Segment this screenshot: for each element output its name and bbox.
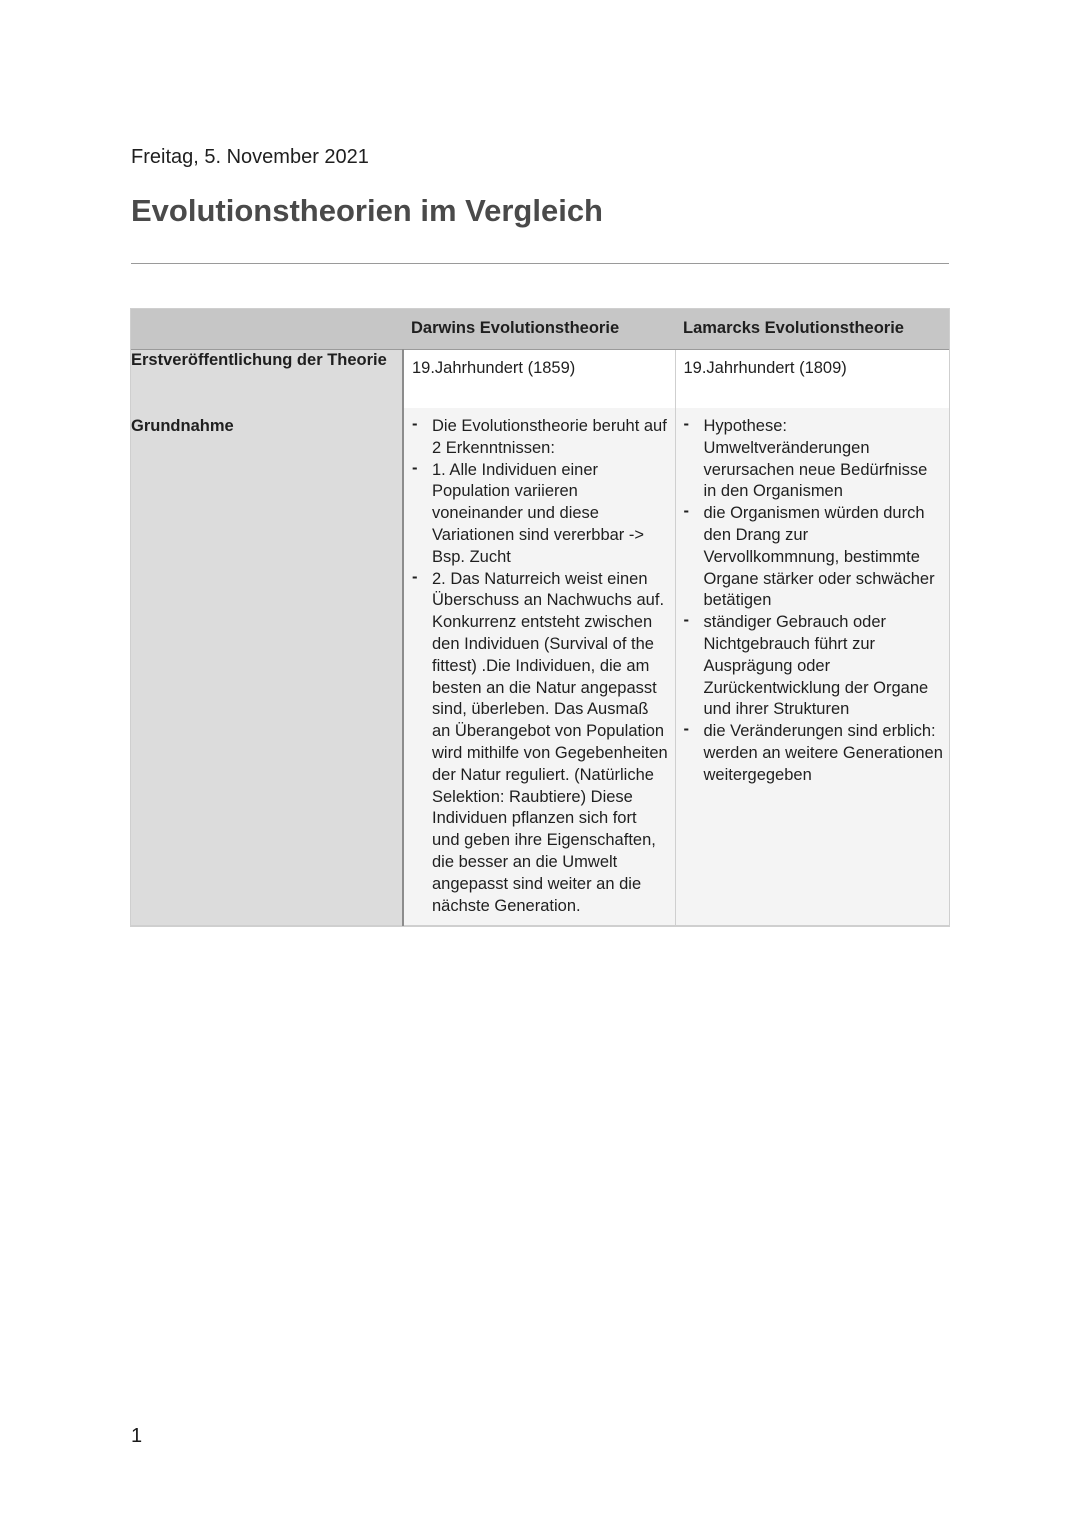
comparison-table: [131, 309, 949, 926]
list-item: - 2. Das Naturreich weist einen Überschuss an Nachwuchs auf. Konkurrenz entsteht zwischen den Individuen (Survival of the fittest) .Die Individuen, die am besten an die Natur angepasst sind, überleben. Das Ausmaß an Überangebot von Population wird mithilfe von Gegebenheiten der Natur reguliert. (Natürliche Selektion: Raubtiere) Diese Individuen pflanzen sich fort und geben ihre Eigenschaften, die besser an die Umwelt angepasst sind weiter an die nächste Generation.: [412, 569, 669, 918]
row-label-basis: Grundnahme: [131, 408, 403, 926]
page-title: Evolutionstheorien im Vergleich: [131, 193, 603, 228]
title-divider: [131, 263, 949, 264]
table-row: [131, 350, 949, 409]
cell-lamarck-basis: [675, 408, 949, 926]
list-item: - Die Evolutionstheorie beruht auf 2 Erkenntnissen:: [412, 416, 669, 460]
page-number: 1: [131, 1425, 143, 1447]
header-cell-darwin: Darwins Evolutionstheorie: [403, 309, 675, 350]
table-row: [131, 408, 949, 926]
list-item: - die Organismen würden durch den Drang zur Vervollkommnung, bestimmte Organe stärker oder schwächer betätigen: [684, 503, 944, 612]
darwin-list: [412, 416, 669, 917]
cell-darwin-basis: [403, 408, 675, 926]
list-item: - ständiger Gebrauch oder Nichtgebrauch führt zur Ausprägung oder Zurückentwicklung der Organe und ihrer Strukturen: [684, 612, 944, 721]
table-header-row: [131, 309, 949, 350]
cell-darwin-publication: 19.Jahrhundert (1859): [403, 350, 675, 409]
cell-lamarck-publication: 19.Jahrhundert (1809): [675, 350, 949, 409]
header-cell-lamarck: Lamarcks Evolutionstheorie: [675, 309, 949, 350]
lamarck-list: [684, 416, 944, 787]
list-item: - 1. Alle Individuen einer Population variieren voneinander und diese Variationen sind vererbbar -> Bsp. Zucht: [412, 460, 669, 569]
header-cell-empty: [131, 309, 403, 350]
row-label-publication: Erstveröffentlichung der Theorie: [131, 350, 403, 409]
list-item: - Hypothese: Umweltveränderungen verursachen neue Bedürfnisse in den Organismen: [684, 416, 944, 503]
document-date: Freitag, 5. November 2021: [131, 146, 369, 168]
list-item: - die Veränderungen sind erblich: werden an weitere Generationen weitergegeben: [684, 721, 944, 786]
